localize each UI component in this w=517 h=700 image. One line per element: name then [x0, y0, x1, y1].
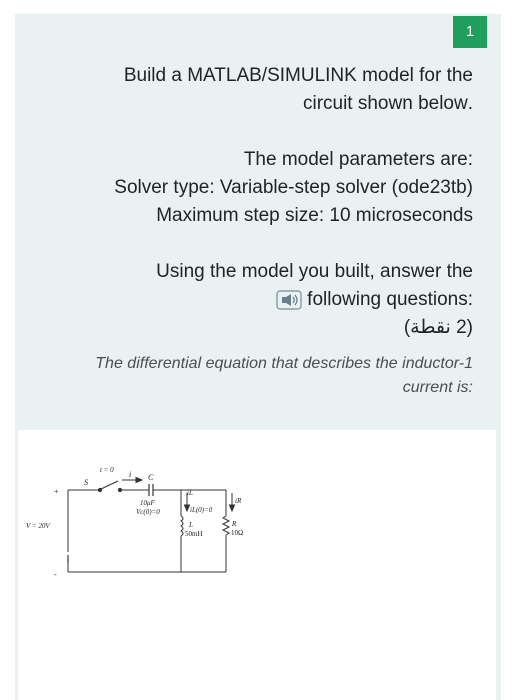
il-label: iL [187, 489, 193, 497]
inductor-label: L [189, 521, 193, 529]
sub-question-line: :current is [402, 379, 473, 396]
resistor-zigzag [223, 516, 229, 535]
question-intro [55, 62, 473, 118]
model-parameters [55, 146, 473, 230]
speaker-icon[interactable] [276, 290, 302, 310]
capacitor-value: 10μF [140, 499, 155, 507]
circuit-figure-panel [18, 430, 496, 700]
switch-time-label: t = 0 [100, 466, 114, 474]
sub-question-line: The differential equation that describes the inductor-1 [95, 355, 473, 372]
plus-sign: + [54, 487, 59, 496]
max-step-line: Maximum step size: 10 microseconds [156, 205, 473, 226]
minus-sign: - [54, 570, 57, 579]
resistor-value: 10Ω [231, 529, 244, 537]
inductor-value: 50mH [185, 530, 203, 538]
il-initial: iL(0)=0 [190, 506, 213, 514]
switch-blade [101, 481, 118, 489]
instructions [55, 258, 473, 342]
switch-label: S [84, 478, 88, 487]
instruction-line: Using the model you built, answer the [156, 261, 473, 282]
circuit-diagram [18, 430, 496, 700]
instruction-line-with-audio [55, 286, 473, 314]
instruction-text: :following questions [307, 289, 473, 310]
question-line: .circuit shown below [302, 93, 473, 114]
resistor-label: R [232, 520, 237, 528]
ir-label: iR [235, 497, 242, 505]
capacitor-label: C [148, 473, 154, 482]
current-label: i [129, 470, 132, 479]
solver-type-line: (Solver type: Variable-step solver (ode23tb [114, 177, 473, 198]
question-card [15, 14, 501, 700]
question-number-badge: 1 [453, 16, 487, 48]
sub-question [55, 352, 473, 400]
parameters-heading: :The model parameters are [243, 149, 473, 170]
inductor-coil [181, 516, 183, 536]
capacitor-initial: Vc(0)=0 [136, 508, 160, 516]
source-label: V = 20V [26, 522, 50, 530]
points-label: (2 نقطة) [403, 317, 473, 338]
question-line: Build a MATLAB/SIMULINK model for the [123, 65, 473, 86]
